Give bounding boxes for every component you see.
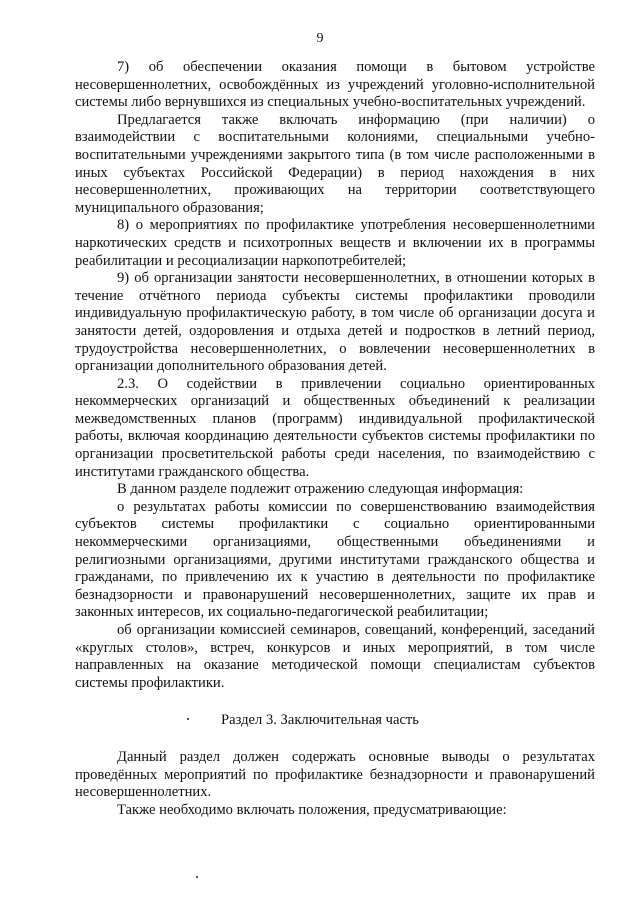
paragraph-item-8: 8) о мероприятиях по профилактике употребления несовершеннолетними наркотических средств и психотропных веществ и включении их в программы реабилитации и ресоциализации наркопотребителей; — [75, 217, 595, 269]
body-text — [75, 59, 595, 692]
paragraph-seminars: об организации комиссией семинаров, совещаний, конференций, заседаний «круглых столов», встреч, конкурсов и иных мероприятий, в том числе направленных на оказание методической помощи специалистам субъектов системы профилактики. — [75, 622, 595, 691]
scan-speck — [196, 876, 198, 878]
paragraph-section-info-intro: В данном разделе подлежит отражению следующая информация: — [117, 481, 524, 498]
scan-speck — [187, 718, 189, 720]
closing-text — [75, 749, 595, 819]
paragraph-conclusions: Данный раздел должен содержать основные выводы о результатах проведённых мероприятий по профилактике безнадзорности и правонарушений несовершеннолетних. — [75, 749, 595, 801]
paragraph-commission-results: о результатах работы комиссии по совершенствованию взаимодействия субъектов системы профилактики с социально ориентированными некоммерческими организациями, общественными объединениями и религиозными организациями, другими институтами гражданского общества и гражданами, по привлечению их к участию в деятельности по профилактике безнадзорности и правонарушений несовершеннолетних, защите их прав и законных интересов, их социально-педагогической реабилитации; — [75, 498, 595, 621]
paragraph-section-2-3: 2.3. О содействии в привлечении социально ориентированных некоммерческих организаций и общественных объединений к реализации межведомственных планов (программ) индивидуальной профилактической работы, включая координацию деятельности субъектов системы профилактики по организации просветительской работы среди населения, по взаимодействию с институтами гражданского общества. — [75, 375, 595, 480]
section-heading: Раздел 3. Заключительная часть — [221, 712, 419, 728]
page-number: 9 — [316, 31, 324, 46]
paragraph-provisions: Также необходимо включать положения, предусматривающие: — [117, 801, 507, 818]
paragraph-item-9: 9) об организации занятости несовершеннолетних, в отношении которых в течение отчётного периода субъекты системы профилактики проводили индивидуальную профилактическую работу, в том числе об организации досуга и занятости детей, оздоровления и отдыха детей и подростков в летний период, трудоустройства несовершеннолетних, о вовлечении несовершеннолетних в организации дополнительного образования детей. — [75, 270, 595, 375]
paragraph-item-7: 7) об обеспечении оказания помощи в бытовом устройстве несовершеннолетних, освобождённых из учреждений уголовно-исполнительной системы либо вернувшихся из специальных учебно-воспитательных учреждений. — [75, 59, 595, 111]
paragraph-colonies-info: Предлагается также включать информацию (при наличии) о взаимодействии с воспитательными колониями, специальными учебно-воспитательными учреждениями закрытого типа (в том числе расположенными в иных субъектах Российской Федерации) в период нахождения в них несовершеннолетних, проживающих на территории соответствующего муниципального образования; — [75, 111, 595, 216]
